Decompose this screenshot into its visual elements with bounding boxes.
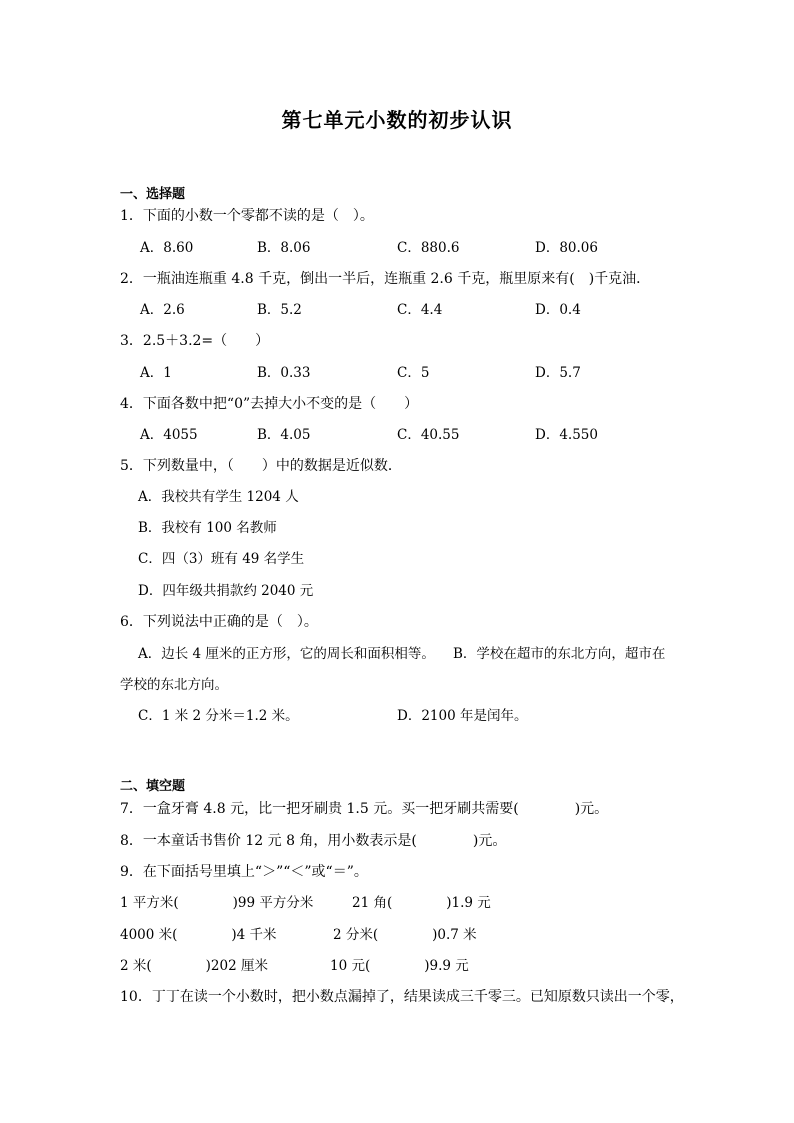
q2-option-b: B．5.2 — [257, 302, 302, 318]
q5-option-b: B．我校有 100 名教师 — [138, 520, 277, 536]
q6-option-a: A．边长 4 厘米的正方形，它的周长和面积相等。 — [138, 646, 435, 662]
q4-stem: 4．下面各数中把“0”去掉大小不变的是（ ） — [120, 396, 419, 412]
q3-option-b: B．0.33 — [257, 365, 311, 381]
q8-stem: 8．一本童话书售价 12 元 8 角，用小数表示是( )元。 — [120, 833, 507, 849]
q6-option-d: D．2100 年是闰年。 — [397, 708, 528, 724]
q9-item-1: 1 平方米( )99 平方分米 — [120, 895, 314, 911]
q1-option-d: D．80.06 — [535, 240, 598, 256]
q3-option-c: C．5 — [397, 365, 430, 381]
q4-option-d: D．4.550 — [535, 427, 598, 443]
q4-option-c: C．40.55 — [397, 427, 460, 443]
q2-option-c: C．4.4 — [397, 302, 443, 318]
q6-option-b-cont: 学校的东北方向。 — [120, 677, 228, 693]
q10-stem: 10．丁丁在读一个小数时，把小数点漏掉了，结果读成三千零三。已知原数只读出一个零， — [120, 989, 684, 1005]
q2-option-d: D．0.4 — [535, 302, 581, 318]
page-title: 第七单元小数的初步认识 — [281, 108, 513, 132]
q6-stem: 6．下列说法中正确的是（ ）。 — [120, 614, 318, 630]
section-fill-heading: 二、填空题 — [120, 779, 186, 794]
q9-item-3: 4000 米( )4 千米 — [120, 927, 277, 943]
q4-option-b: B．4.05 — [257, 427, 311, 443]
q9-item-2: 21 角( )1.9 元 — [352, 895, 491, 911]
q3-option-d: D．5.7 — [535, 365, 581, 381]
q9-stem: 9．在下面括号里填上“＞”“＜”或“＝”。 — [120, 864, 368, 880]
section-choice-heading: 一、选择题 — [120, 187, 186, 202]
q4-option-a: A．4055 — [140, 427, 198, 443]
q1-option-a: A．8.60 — [140, 240, 194, 256]
q9-item-4: 2 分米( )0.7 米 — [333, 927, 477, 943]
q9-item-6: 10 元( )9.9 元 — [330, 958, 469, 974]
q9-item-5: 2 米( )202 厘米 — [120, 958, 268, 974]
q6-option-c: C．1 米 2 分米＝1.2 米。 — [138, 708, 299, 724]
q3-option-a: A．1 — [140, 365, 172, 381]
q5-option-d: D．四年级共捐款约 2040 元 — [138, 583, 314, 599]
q5-option-a: A．我校共有学生 1204 人 — [138, 489, 299, 505]
q5-stem: 5．下列数量中，（ ）中的数据是近似数． — [120, 458, 402, 474]
q6-option-b: B．学校在超市的东北方向，超市在 — [453, 646, 666, 662]
q2-option-a: A．2.6 — [140, 302, 185, 318]
q1-option-b: B．8.06 — [257, 240, 311, 256]
q3-stem: 3．2.5＋3.2=（ ） — [120, 333, 270, 349]
q5-option-c: C．四（3）班有 49 名学生 — [138, 551, 305, 567]
q7-stem: 7．一盒牙膏 4.8 元，比一把牙刷贵 1.5 元。买一把牙刷共需要( )元。 — [120, 801, 609, 817]
q1-stem: 1．下面的小数一个零都不读的是（ ）。 — [120, 208, 374, 224]
q2-stem: 2．一瓶油连瓶重 4.8 千克，倒出一半后，连瓶重 2.6 千克，瓶里原来有( )千克油． — [120, 271, 651, 287]
q1-option-c: C．880.6 — [397, 240, 460, 256]
